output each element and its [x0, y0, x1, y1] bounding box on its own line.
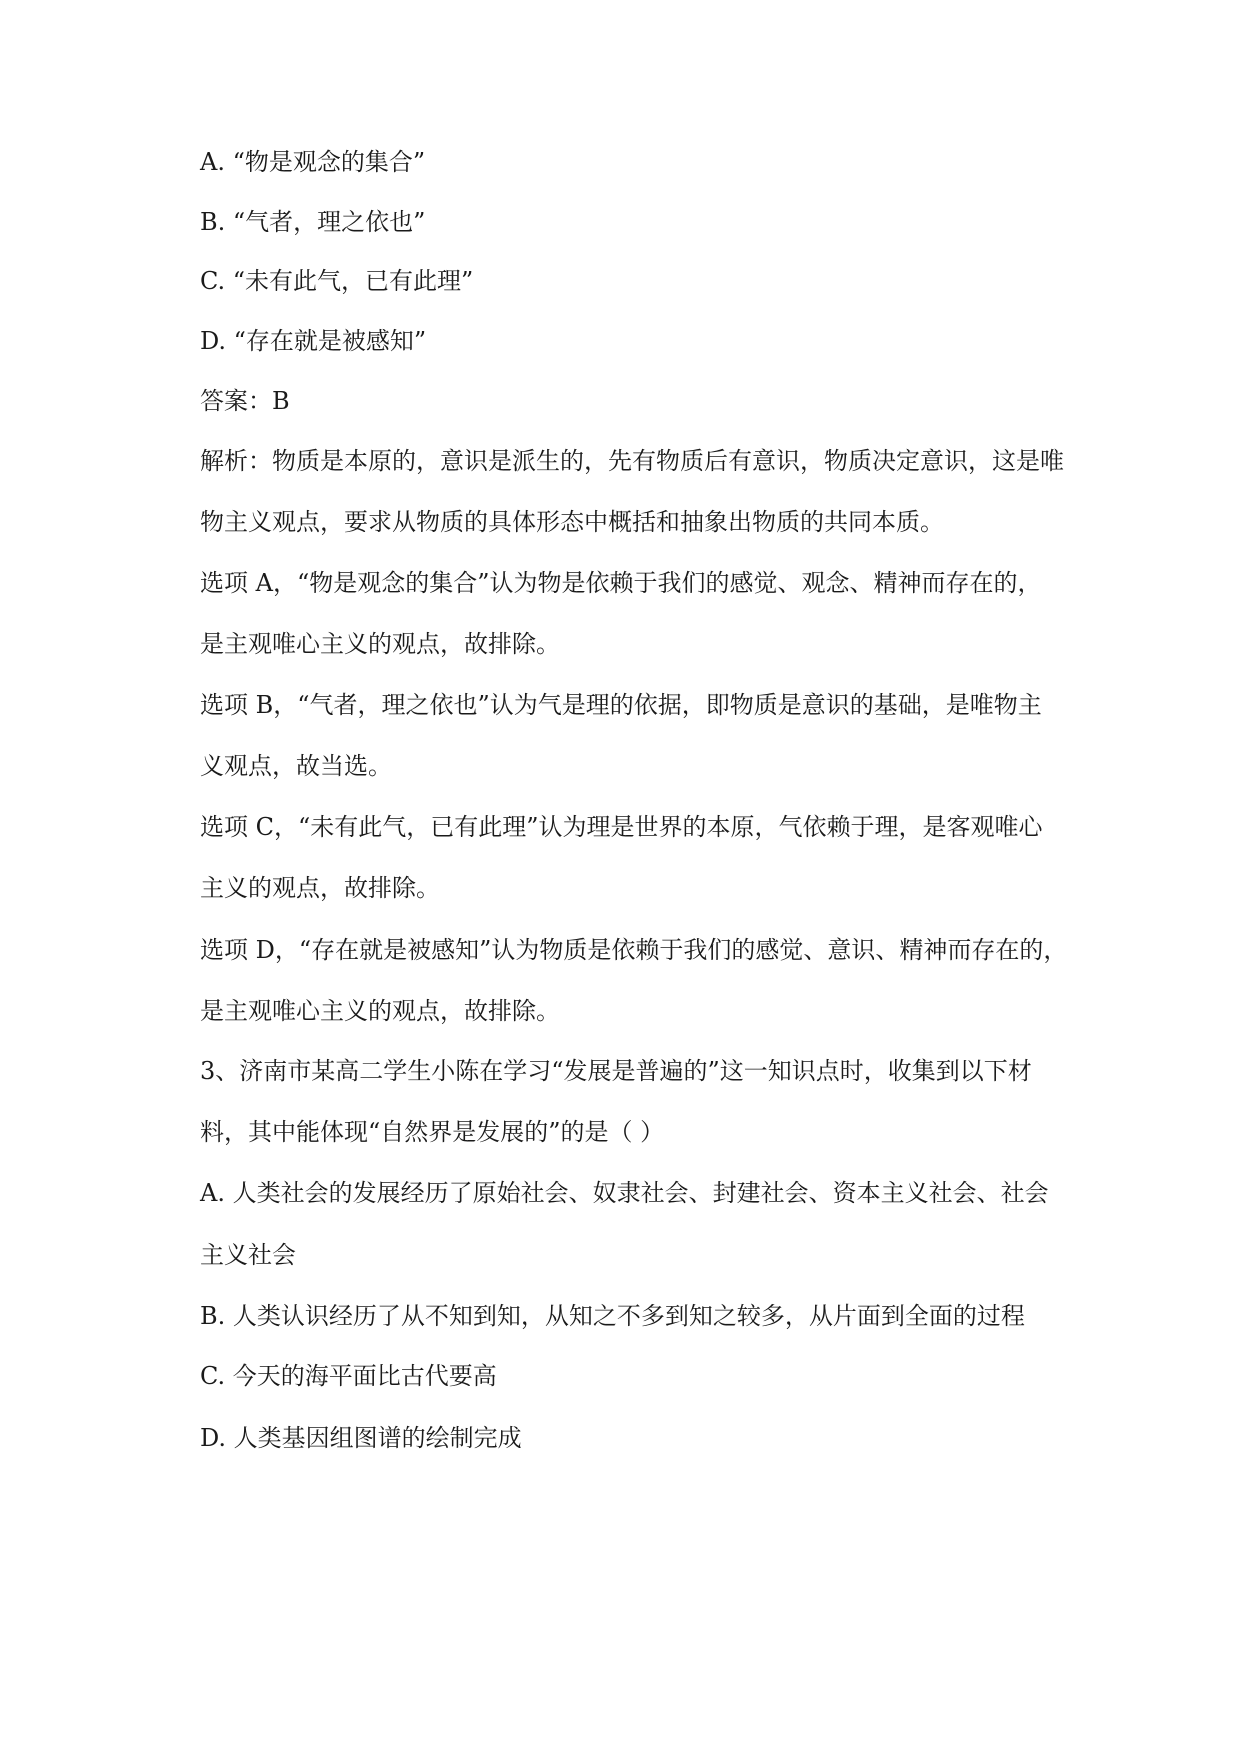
q2-analysis-line-2: 物主义观点，要求从物质的具体形态中概括和抽象出物质的共同本质。 — [200, 508, 944, 536]
q2-option-c-analysis-line-1: 选项 C，“未有此气，已有此理”认为理是世界的本原，气依赖于理，是客观唯心 — [200, 813, 1043, 841]
q3-option-c: C. 今天的海平面比古代要高 — [200, 1362, 497, 1390]
q2-option-a-analysis-line-1: 选项 A，“物是观念的集合”认为物是依赖于我们的感觉、观念、精神而存在的， — [200, 569, 1042, 597]
q2-option-c-analysis-line-2: 主义的观点，故排除。 — [200, 874, 440, 902]
q3-option-a-line-1: A. 人类社会的发展经历了原始社会、奴隶社会、封建社会、资本主义社会、社会 — [200, 1179, 1049, 1207]
q3-option-b: B. 人类认识经历了从不知到知，从知之不多到知之较多，从片面到全面的过程 — [200, 1302, 1025, 1330]
q3-option-d: D. 人类基因组图谱的绘制完成 — [200, 1424, 522, 1452]
q3-stem-line-1: 3、济南市某高二学生小陈在学习“发展是普遍的”这一知识点时，收集到以下材 — [200, 1057, 1032, 1085]
q3-stem-line-2: 料，其中能体现“自然界是发展的”的是（ ） — [200, 1118, 665, 1146]
q3-option-a-line-2: 主义社会 — [200, 1241, 296, 1269]
q2-option-b-analysis-line-2: 义观点，故当选。 — [200, 752, 392, 780]
q2-answer: 答案：B — [200, 387, 290, 415]
q2-option-b-analysis-line-1: 选项 B，“气者，理之依也”认为气是理的依据，即物质是意识的基础，是唯物主 — [200, 691, 1042, 719]
q2-option-d-analysis-line-2: 是主观唯心主义的观点，故排除。 — [200, 997, 560, 1025]
q2-option-d: D. “存在就是被感知” — [200, 327, 427, 355]
q2-option-c: C. “未有此气，已有此理” — [200, 267, 474, 295]
q2-option-a-analysis-line-2: 是主观唯心主义的观点，故排除。 — [200, 630, 560, 658]
q2-analysis-line-1: 解析：物质是本原的，意识是派生的，先有物质后有意识，物质决定意识，这是唯 — [200, 447, 1064, 475]
q2-option-d-analysis-line-1: 选项 D，“存在就是被感知”认为物质是依赖于我们的感觉、意识、精神而存在的， — [200, 936, 1068, 964]
q2-option-a: A. “物是观念的集合” — [200, 148, 426, 176]
q2-option-b: B. “气者，理之依也” — [200, 208, 426, 236]
